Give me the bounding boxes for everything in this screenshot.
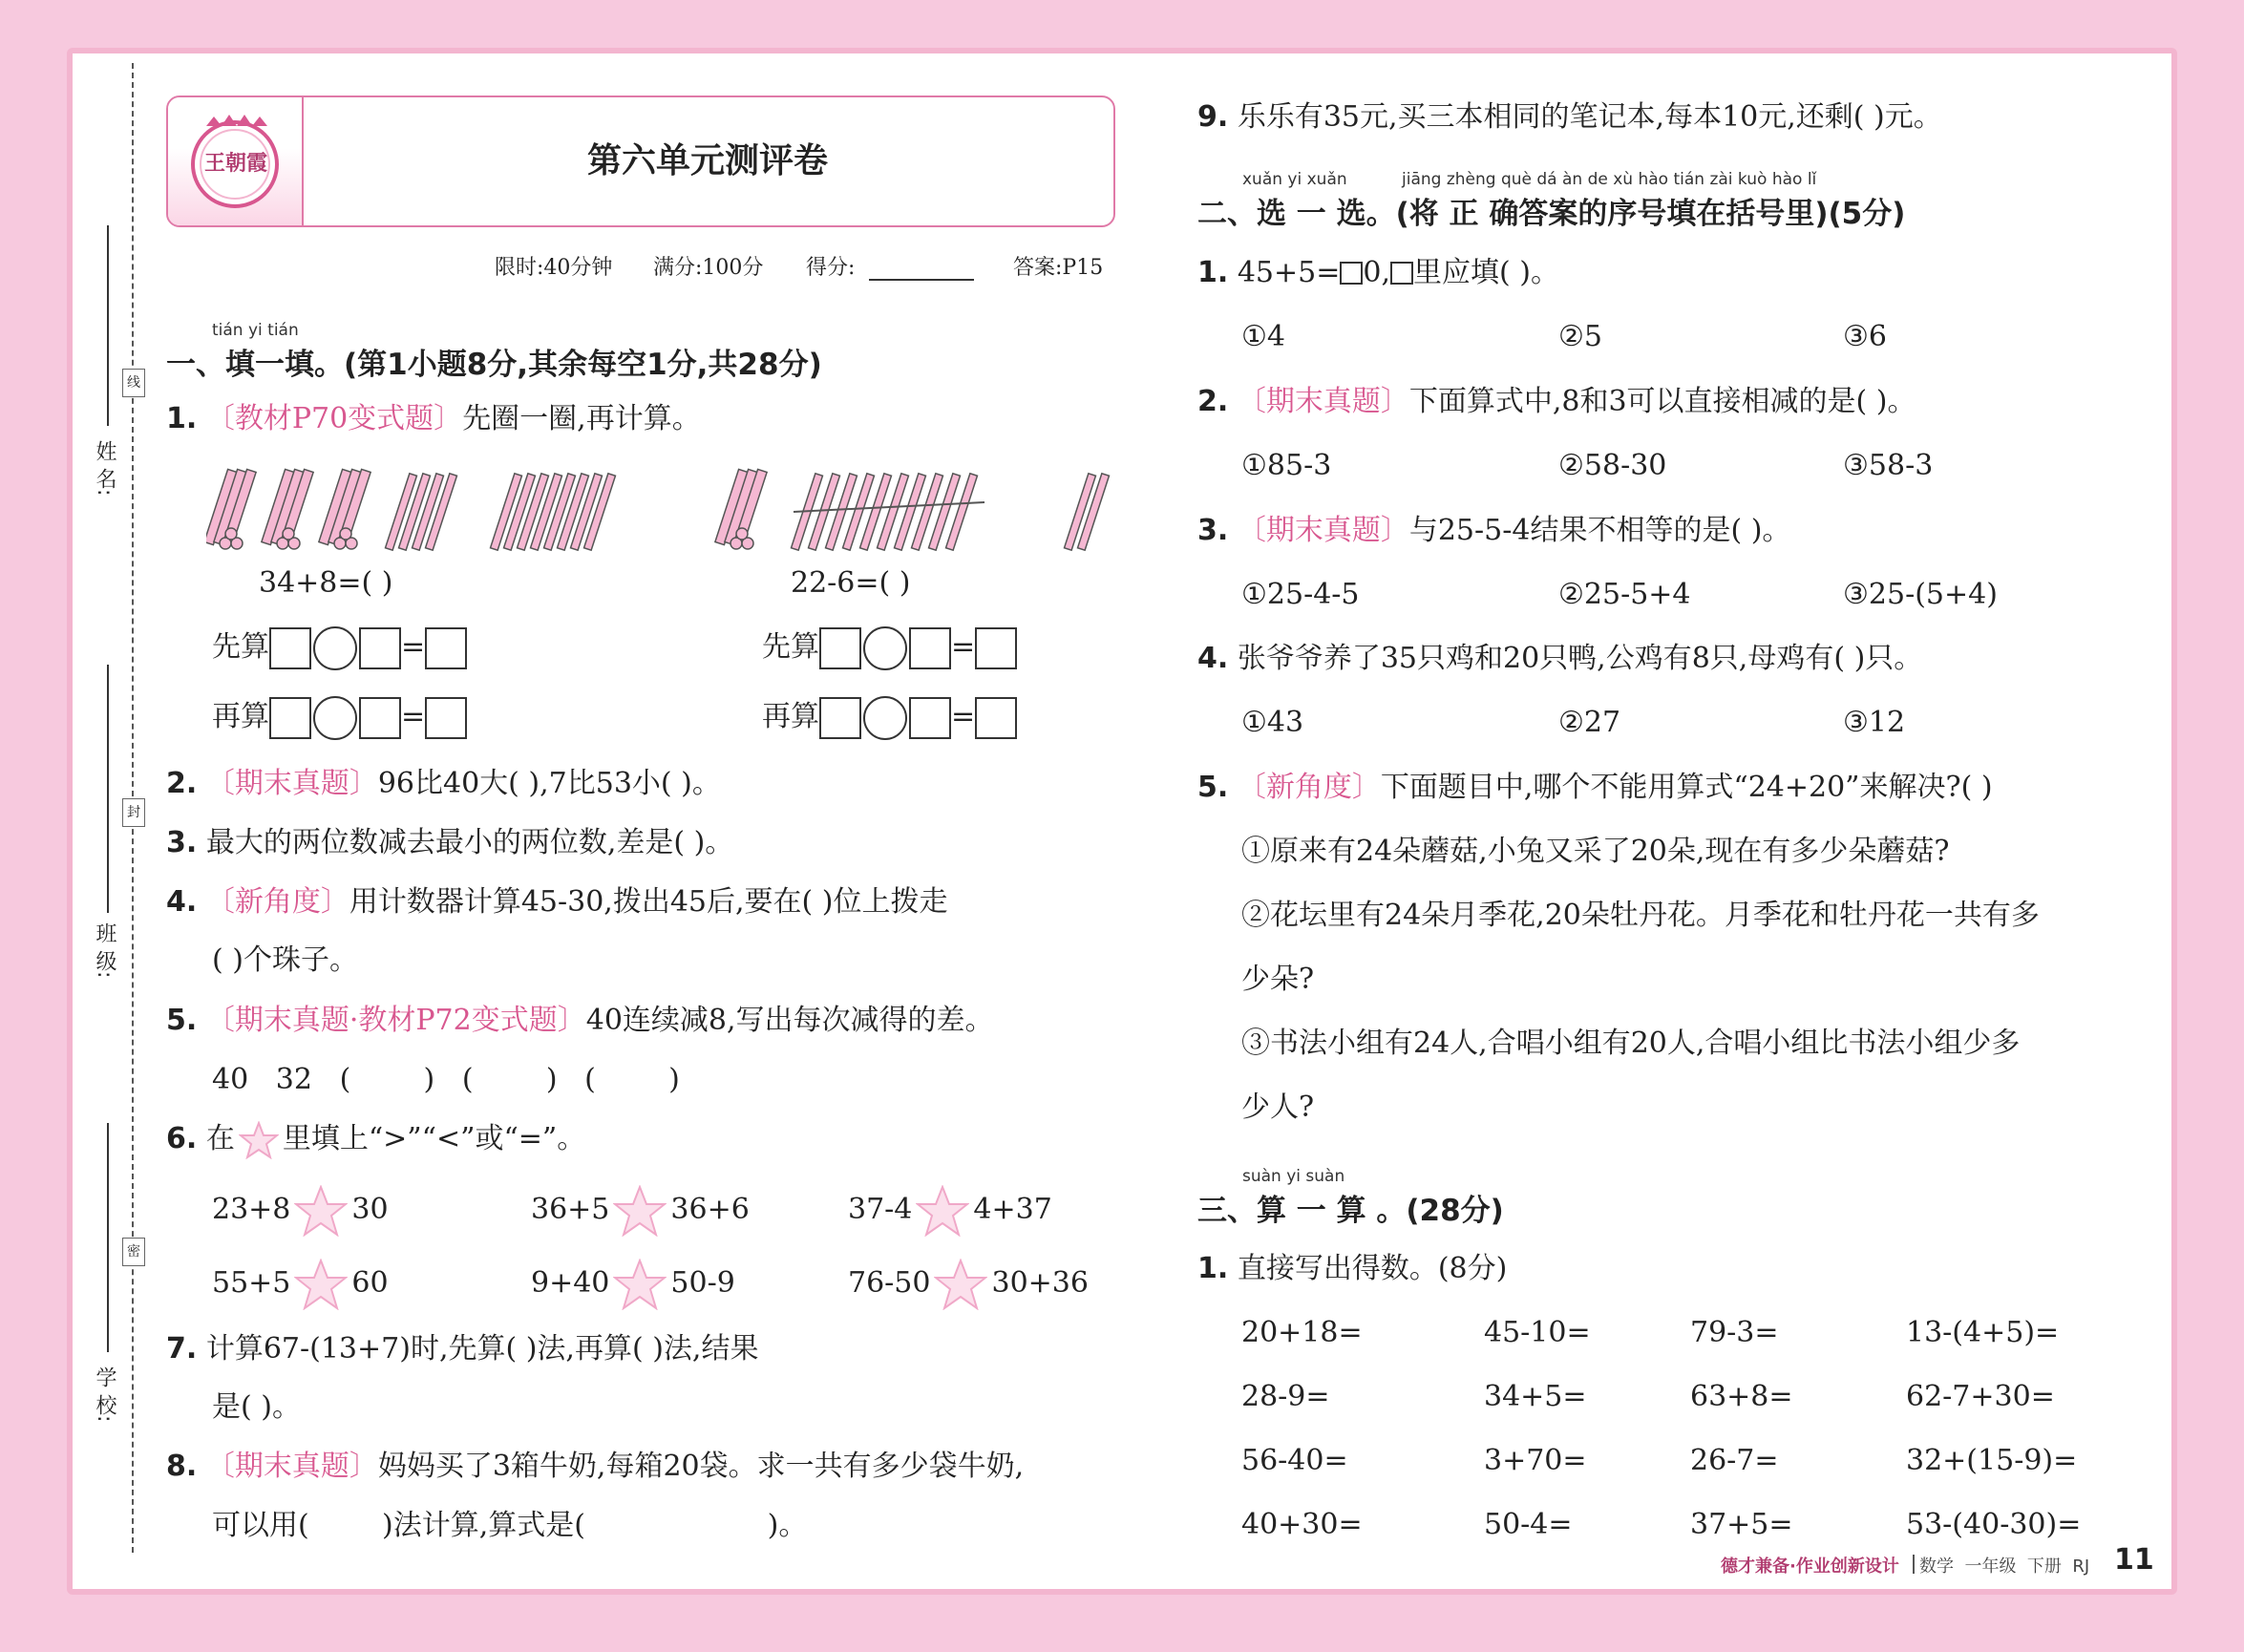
q6-item — [848, 1185, 1052, 1237]
q4-tag: 〔新角度〕 — [205, 885, 349, 919]
q8-num: 8. — [166, 1450, 198, 1483]
q5-tag: 〔期末真题·教材P72变式题〕 — [205, 1004, 586, 1037]
q9-text: 乐乐有35元,买三本相同的笔记本,每本10元,还剩( )元。 — [1237, 100, 1942, 134]
first-calc-label-b: 先算 — [762, 630, 819, 664]
q1-num: 1. — [166, 402, 198, 435]
q1-text: 先圈一圈,再计算。 — [462, 402, 701, 435]
compare-star-input[interactable] — [613, 1185, 667, 1237]
s4-opt-1[interactable]: ①43 — [1241, 706, 1304, 739]
s3-tag: 〔期末真题〕 — [1237, 514, 1409, 547]
class-label: 班 级: — [93, 922, 116, 979]
score-input-line[interactable] — [869, 279, 974, 281]
compare-star-input[interactable] — [934, 1259, 987, 1310]
sec3-pinyin: suàn yi suàn — [1242, 1167, 1345, 1186]
calc-item: 32+(15-9)= — [1906, 1444, 2078, 1477]
q6-num: 6. — [166, 1122, 198, 1155]
sec3-title: 三、算 一 算 。(28分) — [1197, 1194, 1504, 1228]
s5-opt-3b: 少人? — [1241, 1091, 1315, 1124]
q2-num: 2. — [166, 767, 198, 800]
q6-item — [531, 1259, 735, 1310]
s1-num: 1. — [1197, 256, 1229, 289]
q6-left: 23+8 — [212, 1193, 291, 1226]
calc-item: 34+5= — [1484, 1380, 1587, 1413]
q7-text2: 是( )。 — [212, 1390, 301, 1424]
s4-text: 张爷爷养了35只鸡和20只鸭,公鸡有8只,母鸡有( )只。 — [1237, 642, 1923, 675]
s4-opt-2[interactable]: ②27 — [1558, 706, 1621, 739]
s3-opt-1[interactable]: ①25-4-5 — [1241, 578, 1360, 611]
q6-right: 60 — [351, 1266, 389, 1300]
school-label: 学 校: — [93, 1366, 116, 1423]
q5-num: 5. — [166, 1004, 198, 1037]
s5-opt-2a[interactable]: ②花坛里有24朵月季花,20朵牡丹花。月季花和牡丹花一共有多 — [1241, 899, 2040, 932]
footer-divider — [1913, 1555, 1915, 1574]
q6-left: 9+40 — [531, 1266, 610, 1300]
binding-seal-char: 封 — [122, 798, 145, 827]
calc-item: 45-10= — [1484, 1316, 1591, 1349]
answer-box[interactable] — [269, 697, 311, 739]
calc-item: 28-9= — [1241, 1380, 1330, 1413]
calc-item: 62-7+30= — [1906, 1380, 2055, 1413]
c1-text: 直接写出得数。(8分) — [1237, 1252, 1508, 1285]
sec2-title: 二、选 一 选。(将 正 确答案的序号填在括号里)(5分) — [1197, 197, 1906, 231]
q4-text: 用计数器计算45-30,拨出45后,要在( )位上拨走 — [349, 885, 948, 919]
star-icon — [239, 1121, 279, 1159]
s5-text: 下面题目中,哪个不能用算式“24+20”来解决?( ) — [1380, 771, 1993, 804]
q6-item — [212, 1259, 389, 1310]
q8-text: 妈妈买了3箱牛奶,每箱20袋。求一共有多少袋牛奶, — [377, 1450, 1025, 1483]
q6-right: 30+36 — [991, 1266, 1089, 1300]
title-banner — [166, 95, 1115, 227]
sec1-title: 一、填一填。(第1小题8分,其余每空1分,共28分) — [166, 348, 822, 382]
s3-opt-2[interactable]: ②25-5+4 — [1558, 578, 1691, 611]
blank-square-icon — [1340, 262, 1363, 285]
q3-text: 最大的两位数减去最小的两位数,差是( )。 — [205, 826, 734, 859]
q6-left: 55+5 — [212, 1266, 291, 1300]
sticks-22-icon — [708, 459, 1137, 564]
page-title: 第六单元测评卷 — [586, 141, 828, 180]
s2-opt-2[interactable]: ②58-30 — [1558, 449, 1667, 482]
calc-item: 53-(40-30)= — [1906, 1508, 2082, 1541]
s1-text-c: 里应填( )。 — [1413, 256, 1559, 289]
c1-num: 1. — [1197, 1252, 1229, 1285]
answer-circle[interactable] — [313, 626, 357, 670]
page-number: 11 — [2114, 1543, 2154, 1577]
time-limit: 限时:40分钟 — [495, 256, 613, 280]
answer-box[interactable] — [819, 627, 861, 669]
q8-tag: 〔期末真题〕 — [205, 1450, 378, 1483]
answer-box[interactable] — [359, 697, 401, 739]
s4-num: 4. — [1197, 642, 1229, 675]
s1-opt-1[interactable]: ①4 — [1241, 320, 1285, 353]
q2-text: 96比40大( ),7比53小( )。 — [377, 767, 721, 800]
s1-opt-3[interactable]: ③6 — [1843, 320, 1887, 353]
s5-opt-1[interactable]: ①原来有24朵蘑菇,小兔又采了20朵,现在有多少朵蘑菇? — [1241, 835, 1950, 868]
compare-star-input[interactable] — [613, 1259, 667, 1310]
s5-tag: 〔新角度〕 — [1237, 771, 1381, 804]
answer-box[interactable] — [909, 697, 951, 739]
q1-then-calc-a: 再算 = — [212, 696, 467, 740]
compare-star-input[interactable] — [916, 1185, 969, 1237]
q1-tag: 〔教材P70变式题〕 — [205, 402, 463, 435]
answer-box[interactable] — [425, 627, 467, 669]
q1-first-calc-b: 先算 = — [762, 626, 1017, 670]
q4-text2: ( )个珠子。 — [212, 943, 358, 977]
q2-tag: 〔期末真题〕 — [205, 767, 378, 800]
calc-item: 79-3= — [1690, 1316, 1779, 1349]
s2-tag: 〔期末真题〕 — [1237, 385, 1409, 418]
calc-item: 37+5= — [1690, 1508, 1793, 1541]
s3-num: 3. — [1197, 514, 1229, 547]
calc-item: 13-(4+5)= — [1906, 1316, 2060, 1349]
q1-eq-a: 34+8=( ) — [259, 566, 393, 600]
calc-item: 56-40= — [1241, 1444, 1348, 1477]
blank-square-icon — [1390, 262, 1413, 285]
q6-left: 37-4 — [848, 1193, 913, 1226]
q6-left: 36+5 — [531, 1193, 610, 1226]
class-line — [107, 665, 109, 913]
q3-num: 3. — [166, 826, 198, 859]
q1-then-calc-b: 再算 = — [762, 696, 1017, 740]
footer-brand: 德才兼备·作业创新设计 — [1721, 1557, 1899, 1577]
first-calc-label-a: 先算 — [212, 630, 269, 664]
q5-seq: 40 32 ( ) ( ) ( ) — [212, 1063, 680, 1096]
q6-right: 30 — [351, 1193, 389, 1226]
name-line — [107, 225, 109, 426]
q6-right: 50-9 — [670, 1266, 735, 1300]
calc-item: 63+8= — [1690, 1380, 1793, 1413]
sec2-pinyin-a: xuǎn yi xuǎn — [1242, 170, 1347, 189]
s2-num: 2. — [1197, 385, 1229, 418]
s1-text-a: 45+5= — [1237, 256, 1341, 289]
answer-box[interactable] — [425, 697, 467, 739]
answer-box[interactable] — [975, 697, 1017, 739]
compare-star-input[interactable] — [294, 1185, 348, 1237]
q6-item — [848, 1259, 1089, 1310]
calc-item: 3+70= — [1484, 1444, 1587, 1477]
q9-num: 9. — [1197, 100, 1229, 134]
s2-text: 下面算式中,8和3可以直接相减的是( )。 — [1408, 385, 1916, 418]
answer-circle[interactable] — [863, 626, 907, 670]
s1-opt-2[interactable]: ②5 — [1558, 320, 1602, 353]
q7-text: 计算67-(13+7)时,先算( )法,再算( )法,结果 — [205, 1332, 759, 1366]
then-calc-label-b: 再算 — [762, 700, 819, 733]
answer-circle[interactable] — [313, 696, 357, 740]
s3-text: 与25-5-4结果不相等的是( )。 — [1408, 514, 1791, 547]
sec2-pinyin-b: jiāng zhèng què dá àn de xù hào tián zài kuò hào lǐ — [1402, 170, 1817, 189]
s5-num: 5. — [1197, 771, 1229, 804]
q4-num: 4. — [166, 885, 198, 919]
sticks-34-icon — [206, 459, 741, 564]
s5-opt-2b: 少朵? — [1241, 963, 1315, 996]
s4-opt-3[interactable]: ③12 — [1843, 706, 1906, 739]
sec1-pinyin: tián yi tián — [212, 321, 299, 340]
q6-post: 里填上“>”“<”或“=”。 — [282, 1122, 586, 1155]
q6-pre: 在 — [205, 1122, 235, 1155]
calc-item: 26-7= — [1690, 1444, 1779, 1477]
full-score: 满分:100分 — [653, 256, 764, 280]
s1-text-b: 0, — [1363, 256, 1390, 289]
q6-right: 36+6 — [670, 1193, 750, 1226]
s3-opt-3[interactable]: ③25-(5+4) — [1843, 578, 1998, 611]
answer-box[interactable] — [975, 627, 1017, 669]
logo — [168, 97, 304, 225]
compare-star-input[interactable] — [294, 1259, 348, 1310]
q5-text: 40连续减8,写出每次减得的差。 — [585, 1004, 994, 1037]
q6-item — [531, 1185, 750, 1237]
then-calc-label-a: 再算 — [212, 700, 269, 733]
q1-eq-b: 22-6=( ) — [791, 566, 911, 600]
answer-box[interactable] — [269, 627, 311, 669]
worksheet-page — [67, 48, 2177, 1595]
school-line — [107, 1123, 109, 1352]
s5-opt-3a[interactable]: ③书法小组有24人,合唱小组有20人,合唱小组比书法小组少多 — [1241, 1027, 2021, 1060]
binding-line-char: 线 — [122, 369, 145, 397]
answer-box[interactable] — [819, 697, 861, 739]
binding-secret-char: 密 — [122, 1238, 145, 1266]
answer-ref: 答案:P15 — [1013, 256, 1104, 280]
calc-item: 50-4= — [1484, 1508, 1573, 1541]
q6-item — [212, 1185, 389, 1237]
q6-right: 4+37 — [973, 1193, 1052, 1226]
s2-opt-3[interactable]: ③58-3 — [1843, 449, 1934, 482]
calc-item: 20+18= — [1241, 1316, 1363, 1349]
logo-text: 王朝霞 — [203, 151, 267, 176]
answer-circle[interactable] — [863, 696, 907, 740]
calc-item: 40+30= — [1241, 1508, 1363, 1541]
q7-num: 7. — [166, 1332, 198, 1366]
score-label: 得分: — [806, 256, 856, 280]
q1-first-calc-a: 先算 = — [212, 626, 467, 670]
name-label: 姓 名: — [93, 440, 116, 497]
s2-opt-1[interactable]: ①85-3 — [1241, 449, 1332, 482]
answer-box[interactable] — [909, 627, 951, 669]
q8-text2: 可以用( )法计算,算式是( )。 — [212, 1509, 808, 1542]
footer-meta: 数学 一年级 下册 RJ — [1919, 1557, 2090, 1577]
answer-box[interactable] — [359, 627, 401, 669]
q6-left: 76-50 — [848, 1266, 931, 1300]
